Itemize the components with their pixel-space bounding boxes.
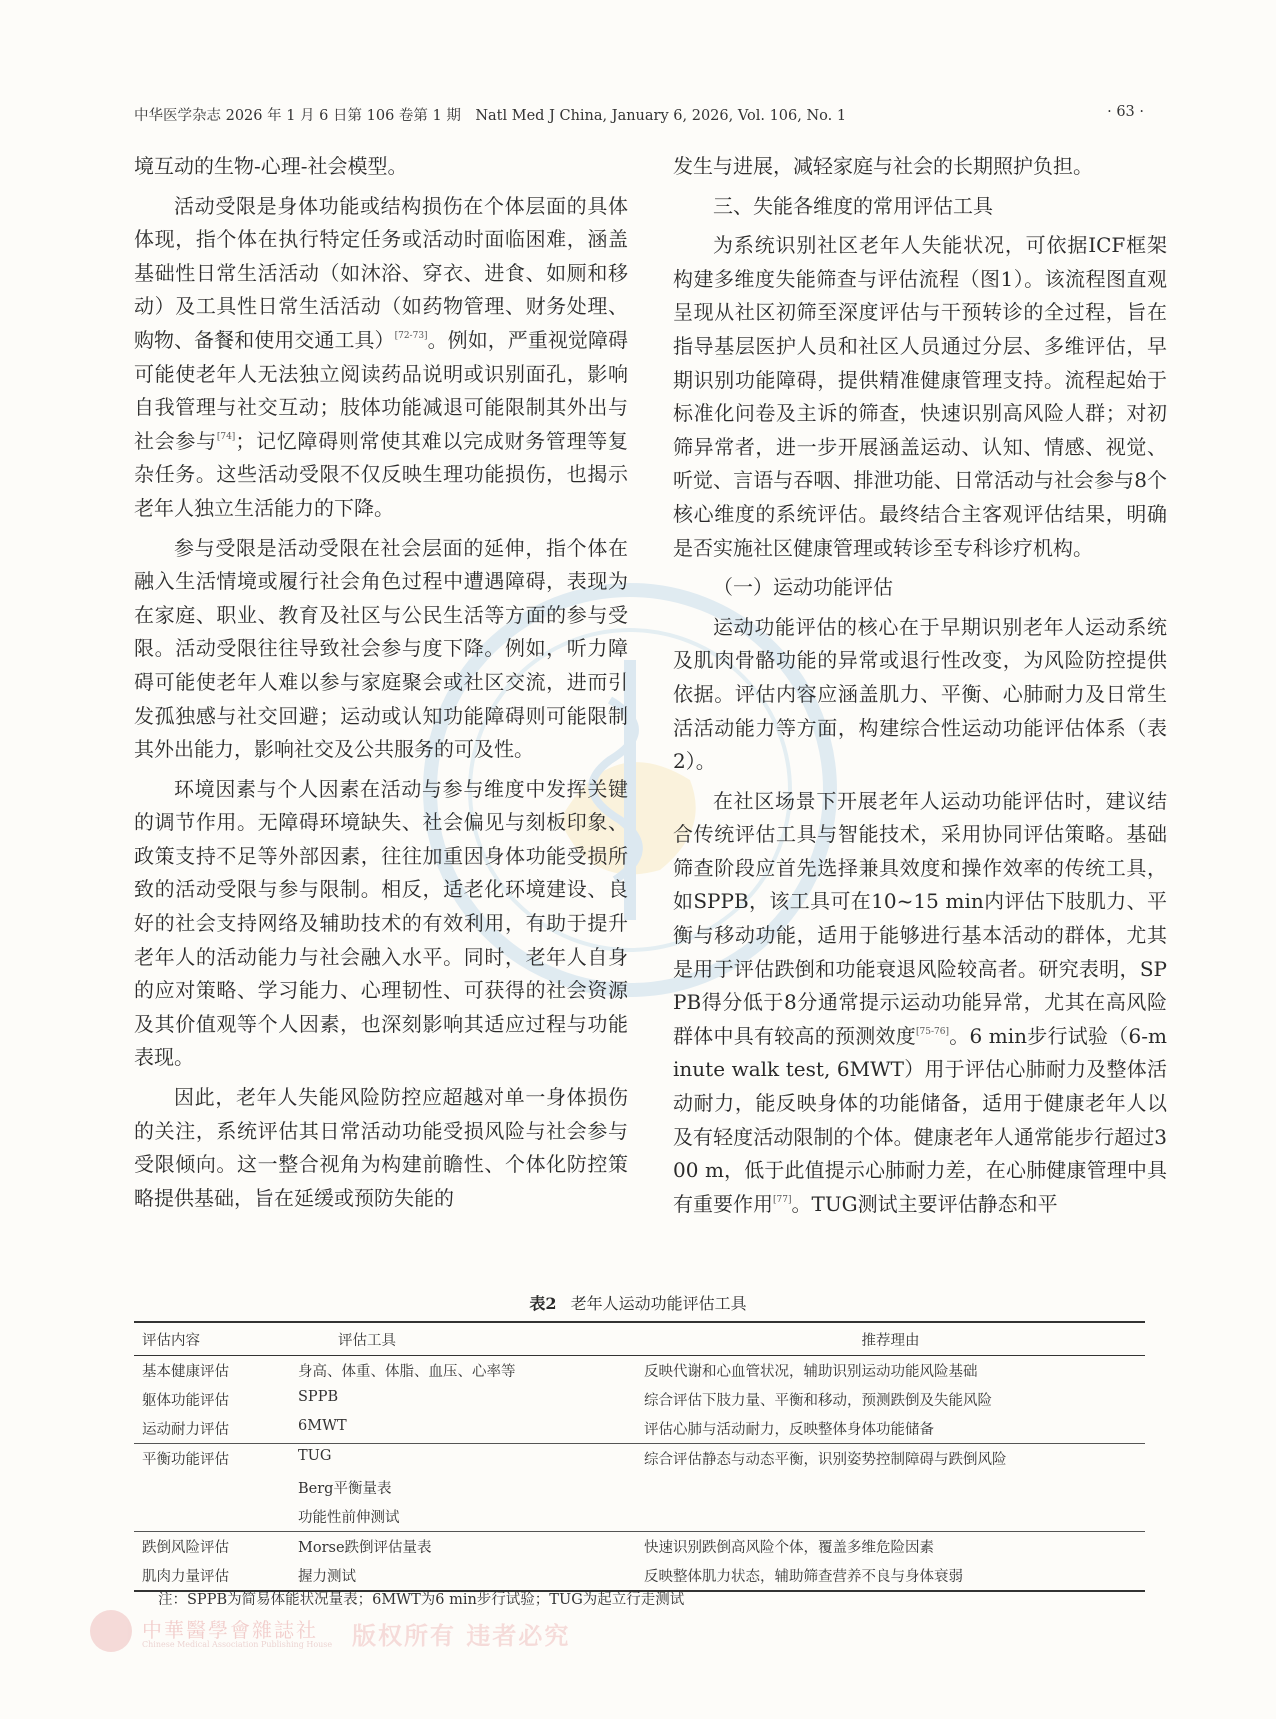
page-number: · 63 · bbox=[1107, 104, 1144, 120]
table-cell: 功能性前伸测试 bbox=[290, 1502, 636, 1532]
table-title bbox=[0, 1291, 1276, 1314]
table-cell: 身高、体重、体脂、血压、心率等 bbox=[298, 1364, 516, 1380]
table-cell: 运动耐力评估 bbox=[134, 1414, 290, 1444]
table-cell: 握力测试 bbox=[290, 1561, 636, 1591]
citation: [77] bbox=[773, 1194, 792, 1205]
right-column bbox=[673, 150, 1167, 1221]
table-cell: Morse跌倒评估量表 bbox=[298, 1540, 432, 1556]
paragraph-icf: 为系统识别社区老年人失能状况，可依据ICF框架构建多维度失能筛查与评估流程（图1）。该流程图直观呈现从社区初筛至深度评估与干预转诊的全过程，旨在指导基层医护人员和社区人员通过分层、多维评估，早期识别功能障碍，提供精准健康管理支持。流程起始于标准化问卷及主诉的筛查，快速识别高风险人群；对初筛异常者，进一步开展涵盖运动、认知、情感、视觉、听觉、言语与吞咽、排泄功能、日常活动与社会参与8个核心维度的系统评估。最终结合主客观评估结果，明确是否实施社区健康管理或转诊至专科诊疗机构。 bbox=[673, 233, 1167, 560]
paragraph-environment: 环境因素与个人因素在活动与参与维度中发挥关键的调节作用。无障碍环境缺失、社会偏见与刻板印象、政策支持不足等外部因素，往往加重因身体功能受损所致的活动受限与参与限制。相反，适老化环境建设、良好的社会支持网络及辅助技术的有效利用，有助于提升老年人的活动能力与社会融入水平。同时，老年人自身的应对策略、学习能力、心理韧性、可获得的社会资源及其价值观等个人因素，也深刻影响其适应过程与功能表现。 bbox=[134, 776, 628, 1070]
running-header bbox=[134, 104, 1144, 125]
table-label: 表2 bbox=[529, 1294, 557, 1313]
section-heading: 三、失能各维度的常用评估工具 bbox=[713, 193, 993, 218]
citation: [74] bbox=[216, 431, 236, 442]
table-cell: 肌肉力量评估 bbox=[134, 1561, 290, 1591]
paragraph: 发生与进展，减轻家庭与社会的长期照护负担。 bbox=[673, 154, 1093, 178]
table-caption: 老年人运动功能评估工具 bbox=[570, 1294, 747, 1313]
table-row bbox=[134, 1356, 1145, 1386]
publisher-watermark bbox=[90, 1608, 580, 1658]
table-row bbox=[134, 1385, 1145, 1414]
table-cell bbox=[134, 1473, 290, 1502]
paragraph-conclusion: 因此，老年人失能风险防控应超越对单一身体损伤的关注，系统评估其日常活动功能受损风险与社会参与受限倾向。这一整合视角为构建前瞻性、个体化防控策略提供基础，旨在延缓或预防失能的 bbox=[134, 1085, 628, 1210]
table-cell: 快速识别跌倒高风险个体，覆盖多维危险因素 bbox=[644, 1540, 934, 1556]
table-cell: 基本健康评估 bbox=[142, 1364, 229, 1380]
motor-assessment-table bbox=[134, 1321, 1145, 1592]
table-cell bbox=[134, 1502, 290, 1532]
copyright-slogan: 版权所有 违者必究 bbox=[352, 1621, 571, 1650]
publisher-name-en: Chinese Medical Association Publishing House bbox=[142, 1640, 333, 1649]
left-column bbox=[134, 150, 628, 1215]
table-cell: 反映代谢和心血管状况，辅助识别运动功能风险基础 bbox=[644, 1364, 978, 1380]
table-row bbox=[134, 1561, 1145, 1591]
column-header: 评估内容 bbox=[134, 1322, 290, 1356]
table-cell bbox=[636, 1502, 1145, 1532]
journal-line: 中华医学杂志 2026 年 1 月 6 日第 106 卷第 1 期 Natl Med J China, January 6, 2026, Vol. 106, No. 1 bbox=[134, 108, 847, 124]
table-cell: Berg平衡量表 bbox=[298, 1481, 392, 1497]
table-cell: SPPB bbox=[298, 1389, 339, 1405]
paragraph: 境互动的生物-心理-社会模型。 bbox=[134, 154, 408, 178]
table-row bbox=[134, 1444, 1145, 1474]
table-cell: 评估心肺与活动耐力，反映整体身体功能储备 bbox=[636, 1414, 1145, 1444]
table-header-row bbox=[134, 1322, 1145, 1356]
table-cell: 6MWT bbox=[290, 1414, 636, 1444]
citation: [75-76] bbox=[916, 1026, 949, 1037]
table-row bbox=[134, 1414, 1145, 1444]
table-cell bbox=[636, 1473, 1145, 1502]
table-cell: 反映整体肌力状态，辅助筛查营养不良与身体衰弱 bbox=[636, 1561, 1145, 1591]
table-cell: 跌倒风险评估 bbox=[142, 1540, 229, 1556]
paragraph-motor: 运动功能评估的核心在于早期识别老年人运动系统及肌肉骨骼功能的异常或退行性改变，为风险防控提供依据。评估内容应涵盖肌力、平衡、心肺耐力及日常生活活动能力等方面，构建综合性运动功能评估体系（表2）。 bbox=[673, 614, 1167, 774]
paragraph-community: 在社区场景下开展老年人运动功能评估时，建议结合传统评估工具与智能技术，采用协同评估策略。基础筛查阶段应首先选择兼具效度和操作效率的传统工具，如SPPB，该工具可在10~15 min内评估下肢肌力、平衡与移动功能，适用于能够进行基本活动的群体，尤其是用于评估跌倒和功能衰退风险较高者。研究表明，SPPB得分低于8分通常提示运动功能异常，尤其在高风险群体中具有较高的预测效度[75-76]。6 min步行试验（6-minute walk test, 6MWT）用于评估心肺耐力及整体活动耐力，能反映身体的功能储备，适用于健康老年人以及有轻度活动限制的个体。健康老年人通常能步行超过300 m，低于此值提示心肺耐力差，在心肺健康管理中具有重要作用[77]。TUG测试主要评估静态和平 bbox=[673, 788, 1167, 1216]
column-header: 推荐理由 bbox=[636, 1322, 1145, 1356]
table-cell: 综合评估静态与动态平衡，识别姿势控制障碍与跌倒风险 bbox=[644, 1452, 1007, 1468]
subsection-heading: （一）运动功能评估 bbox=[713, 575, 893, 600]
table-row bbox=[134, 1532, 1145, 1562]
column-header: 评估工具 bbox=[290, 1322, 636, 1356]
publisher-name-cn: 中華醫學會雜誌社 bbox=[142, 1618, 318, 1642]
table-row bbox=[134, 1473, 1145, 1502]
citation: [72-73] bbox=[394, 330, 428, 341]
table-note: 注：SPPB为简易体能状况量表；6MWT为6 min步行试验；TUG为起立行走测试 bbox=[158, 1592, 685, 1608]
table-cell: TUG bbox=[298, 1448, 332, 1464]
table-row bbox=[134, 1502, 1145, 1532]
table-cell: 躯体功能评估 bbox=[142, 1393, 229, 1409]
paragraph-activity-limitation: 活动受限是身体功能或结构损伤在个体层面的具体体现，指个体在执行特定任务或活动时面临困难，涵盖基础性日常生活活动（如沐浴、穿衣、进食、如厕和移动）及工具性日常生活活动（如药物管理、财务处理、购物、备餐和使用交通工具）[72-73]。例如，严重视觉障碍可能使老年人无法独立阅读药品说明或识别面孔，影响自我管理与社交互动；肢体功能减退可能限制其外出与社会参与[74]；记忆障碍则常使其难以完成财务管理等复杂任务。这些活动受限不仅反映生理功能损伤，也揭示老年人独立生活能力的下降。 bbox=[134, 193, 629, 520]
paragraph-participation: 参与受限是活动受限在社会层面的延伸，指个体在融入生活情境或履行社会角色过程中遭遇障碍，表现为在家庭、职业、教育及社区与公民生活等方面的参与受限。活动受限往往导致社会参与度下降。例如，听力障碍可能使老年人难以参与家庭聚会或社区交流，进而引发孤独感与社交回避；运动或认知功能障碍则可能限制其外出能力，影响社交及公共服务的可及性。 bbox=[134, 535, 628, 762]
table-cell: 平衡功能评估 bbox=[142, 1452, 229, 1468]
table-cell: 综合评估下肢力量、平衡和移动，预测跌倒及失能风险 bbox=[644, 1393, 992, 1409]
publisher-seal-icon bbox=[90, 1610, 132, 1652]
